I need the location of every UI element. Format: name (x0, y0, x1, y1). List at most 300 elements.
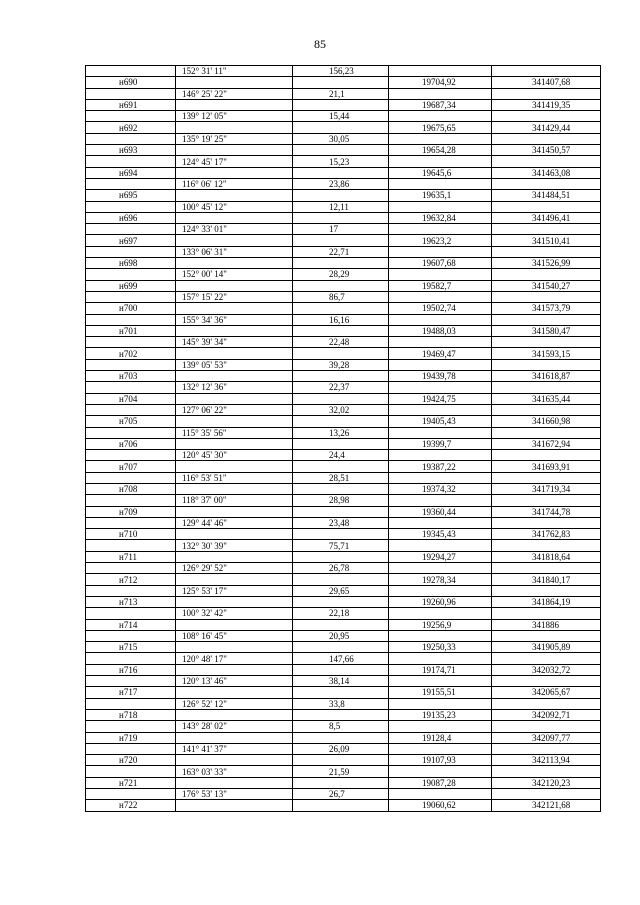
distance-cell-empty (293, 348, 389, 359)
angle-cell-empty (176, 167, 293, 178)
angle-cell-empty (176, 755, 293, 766)
angle-cell-empty (176, 348, 293, 359)
segment-row (86, 246, 601, 257)
angle-cell: 118° 37' 00" (176, 495, 293, 506)
y-cell-empty (492, 88, 601, 99)
angle-cell: 145° 39' 34" (176, 337, 293, 348)
point-cell-empty (86, 540, 176, 551)
point-row (86, 483, 601, 494)
x-cell-empty (389, 156, 492, 167)
y-cell-empty (492, 427, 601, 438)
x-cell-empty (389, 291, 492, 302)
y-coordinate-cell: 342113,94 (492, 755, 601, 766)
x-coordinate-cell: 19645,6 (389, 167, 492, 178)
point-row (86, 348, 601, 359)
point-name-cell: н705 (86, 416, 176, 427)
y-cell-empty (492, 676, 601, 687)
angle-cell-empty (176, 280, 293, 291)
point-cell-empty (86, 382, 176, 393)
y-cell-empty (492, 269, 601, 280)
distance-cell: 28,29 (293, 269, 389, 280)
y-coordinate-cell: 341905,89 (492, 642, 601, 653)
angle-cell: 115° 35' 56" (176, 427, 293, 438)
y-cell-empty (492, 178, 601, 189)
point-name-cell: н716 (86, 664, 176, 675)
y-coordinate-cell: 341510,41 (492, 235, 601, 246)
segment-row (86, 404, 601, 415)
y-cell-empty (492, 766, 601, 777)
distance-cell-empty (293, 574, 389, 585)
distance-cell-empty (293, 732, 389, 743)
point-name-cell: н721 (86, 777, 176, 788)
point-cell-empty (86, 246, 176, 257)
angle-cell-empty (176, 77, 293, 88)
segment-row (86, 427, 601, 438)
segment-row (86, 88, 601, 99)
point-cell-empty (86, 766, 176, 777)
angle-cell-empty (176, 642, 293, 653)
point-name-cell: н709 (86, 506, 176, 517)
point-cell-empty (86, 337, 176, 348)
angle-cell: 129° 44' 46" (176, 517, 293, 528)
point-cell-empty (86, 789, 176, 800)
distance-cell: 38,14 (293, 676, 389, 687)
angle-cell-empty (176, 800, 293, 811)
point-cell-empty (86, 743, 176, 754)
point-name-cell: н692 (86, 122, 176, 133)
point-cell-empty (86, 585, 176, 596)
point-cell-empty (86, 178, 176, 189)
point-name-cell: н720 (86, 755, 176, 766)
angle-cell: 139° 12' 05" (176, 111, 293, 122)
angle-cell: 100° 32' 42" (176, 608, 293, 619)
angle-cell-empty (176, 325, 293, 336)
point-row (86, 416, 601, 427)
y-cell-empty (492, 450, 601, 461)
x-cell-empty (389, 224, 492, 235)
point-cell-empty (86, 630, 176, 641)
y-coordinate-cell: 341618,87 (492, 371, 601, 382)
point-name-cell: н696 (86, 212, 176, 223)
segment-row (86, 133, 601, 144)
distance-cell-empty (293, 99, 389, 110)
angle-cell-empty (176, 235, 293, 246)
x-cell-empty (389, 789, 492, 800)
x-cell-empty (389, 88, 492, 99)
angle-cell: 135° 19' 25" (176, 133, 293, 144)
distance-cell-empty (293, 664, 389, 675)
point-row (86, 235, 601, 246)
x-cell-empty (389, 269, 492, 280)
distance-cell-empty (293, 483, 389, 494)
segment-row (86, 563, 601, 574)
y-cell-empty (492, 585, 601, 596)
point-cell-empty (86, 314, 176, 325)
distance-cell: 17 (293, 224, 389, 235)
angle-cell: 155° 34' 36" (176, 314, 293, 325)
y-coordinate-cell: 341463,08 (492, 167, 601, 178)
x-cell-empty (389, 563, 492, 574)
distance-cell: 15,44 (293, 111, 389, 122)
x-coordinate-cell: 19278,34 (389, 574, 492, 585)
x-coordinate-cell: 19060,62 (389, 800, 492, 811)
segment-row (86, 766, 601, 777)
angle-cell-empty (176, 506, 293, 517)
angle-cell-empty (176, 687, 293, 698)
distance-cell-empty (293, 709, 389, 720)
segment-row (86, 608, 601, 619)
x-coordinate-cell: 19256,9 (389, 619, 492, 630)
x-cell-empty (389, 630, 492, 641)
x-cell-empty (389, 246, 492, 257)
point-name-cell: н715 (86, 642, 176, 653)
distance-cell-empty (293, 303, 389, 314)
angle-cell: 157° 15' 22" (176, 291, 293, 302)
y-cell-empty (492, 133, 601, 144)
distance-cell: 86,7 (293, 291, 389, 302)
segment-row (86, 269, 601, 280)
point-row (86, 800, 601, 811)
angle-cell-empty (176, 551, 293, 562)
distance-cell-empty (293, 619, 389, 630)
y-cell-empty (492, 246, 601, 257)
x-cell-empty (389, 540, 492, 551)
angle-cell: 126° 29' 52" (176, 563, 293, 574)
x-coordinate-cell: 19704,92 (389, 77, 492, 88)
y-coordinate-cell: 341672,94 (492, 438, 601, 449)
segment-row (86, 676, 601, 687)
distance-cell-empty (293, 235, 389, 246)
y-cell-empty (492, 563, 601, 574)
y-coordinate-cell: 342120,23 (492, 777, 601, 788)
distance-cell-empty (293, 258, 389, 269)
y-cell-empty (492, 743, 601, 754)
point-cell-empty (86, 66, 176, 77)
y-cell-empty (492, 472, 601, 483)
x-coordinate-cell: 19632,84 (389, 212, 492, 223)
y-coordinate-cell: 341635,44 (492, 393, 601, 404)
segment-row (86, 743, 601, 754)
point-name-cell: н710 (86, 529, 176, 540)
distance-cell-empty (293, 212, 389, 223)
distance-cell: 75,71 (293, 540, 389, 551)
segment-row (86, 314, 601, 325)
distance-cell: 28,51 (293, 472, 389, 483)
angle-cell: 139° 05' 53" (176, 359, 293, 370)
angle-cell-empty (176, 574, 293, 585)
distance-cell: 12,11 (293, 201, 389, 212)
point-row (86, 664, 601, 675)
angle-cell: 146° 25' 22" (176, 88, 293, 99)
point-cell-empty (86, 450, 176, 461)
angle-cell-empty (176, 258, 293, 269)
x-coordinate-cell: 19502,74 (389, 303, 492, 314)
distance-cell-empty (293, 461, 389, 472)
segment-row (86, 111, 601, 122)
point-row (86, 99, 601, 110)
point-name-cell: н697 (86, 235, 176, 246)
point-cell-empty (86, 495, 176, 506)
y-coordinate-cell: 341429,44 (492, 122, 601, 133)
x-coordinate-cell: 19687,34 (389, 99, 492, 110)
angle-cell: 124° 45' 17" (176, 156, 293, 167)
point-cell-empty (86, 111, 176, 122)
angle-cell: 116° 06' 12" (176, 178, 293, 189)
point-name-cell: н700 (86, 303, 176, 314)
x-coordinate-cell: 19128,4 (389, 732, 492, 743)
y-cell-empty (492, 653, 601, 664)
y-coordinate-cell: 341593,15 (492, 348, 601, 359)
angle-cell: 152° 31' 11" (176, 66, 293, 77)
point-name-cell: н706 (86, 438, 176, 449)
distance-cell-empty (293, 529, 389, 540)
distance-cell-empty (293, 325, 389, 336)
point-name-cell: н711 (86, 551, 176, 562)
segment-row (86, 178, 601, 189)
point-cell-empty (86, 156, 176, 167)
x-coordinate-cell: 19107,93 (389, 755, 492, 766)
angle-cell-empty (176, 619, 293, 630)
y-coordinate-cell: 341886 (492, 619, 601, 630)
angle-cell: 143° 28' 02" (176, 721, 293, 732)
angle-cell-empty (176, 461, 293, 472)
y-coordinate-cell: 341719,34 (492, 483, 601, 494)
segment-row (86, 201, 601, 212)
point-row (86, 596, 601, 607)
point-row (86, 325, 601, 336)
x-cell-empty (389, 698, 492, 709)
distance-cell-empty (293, 687, 389, 698)
distance-cell: 156,23 (293, 66, 389, 77)
segment-row (86, 495, 601, 506)
point-row (86, 642, 601, 653)
angle-cell: 141° 41' 37" (176, 743, 293, 754)
point-row (86, 551, 601, 562)
distance-cell: 22,48 (293, 337, 389, 348)
distance-cell: 33,8 (293, 698, 389, 709)
x-cell-empty (389, 111, 492, 122)
point-cell-empty (86, 608, 176, 619)
x-cell-empty (389, 382, 492, 393)
coordinates-table (85, 65, 601, 812)
point-name-cell: н719 (86, 732, 176, 743)
x-coordinate-cell: 19250,33 (389, 642, 492, 653)
point-row (86, 167, 601, 178)
distance-cell-empty (293, 393, 389, 404)
distance-cell: 29,65 (293, 585, 389, 596)
x-coordinate-cell: 19654,28 (389, 145, 492, 156)
angle-cell-empty (176, 122, 293, 133)
y-coordinate-cell: 341419,35 (492, 99, 601, 110)
x-coordinate-cell: 19399,7 (389, 438, 492, 449)
page-number: 85 (314, 37, 326, 51)
angle-cell-empty (176, 303, 293, 314)
angle-cell: 120° 13' 46" (176, 676, 293, 687)
y-coordinate-cell: 342032,72 (492, 664, 601, 675)
x-coordinate-cell: 19294,27 (389, 551, 492, 562)
angle-cell: 100° 45' 12" (176, 201, 293, 212)
distance-cell: 8,5 (293, 721, 389, 732)
angle-cell-empty (176, 732, 293, 743)
point-cell-empty (86, 427, 176, 438)
angle-cell: 120° 45' 30" (176, 450, 293, 461)
point-cell-empty (86, 404, 176, 415)
y-coordinate-cell: 341744,78 (492, 506, 601, 517)
segment-row (86, 66, 601, 77)
y-coordinate-cell: 341496,41 (492, 212, 601, 223)
distance-cell-empty (293, 777, 389, 788)
point-name-cell: н712 (86, 574, 176, 585)
point-cell-empty (86, 676, 176, 687)
point-row (86, 190, 601, 201)
x-cell-empty (389, 743, 492, 754)
x-cell-empty (389, 495, 492, 506)
y-cell-empty (492, 291, 601, 302)
y-coordinate-cell: 342121,68 (492, 800, 601, 811)
point-name-cell: н701 (86, 325, 176, 336)
y-coordinate-cell: 341660,98 (492, 416, 601, 427)
angle-cell: 108° 16' 45" (176, 630, 293, 641)
y-cell-empty (492, 156, 601, 167)
distance-cell: 26,78 (293, 563, 389, 574)
distance-cell: 21,1 (293, 88, 389, 99)
angle-cell: 120° 48' 17" (176, 653, 293, 664)
segment-row (86, 721, 601, 732)
point-row (86, 371, 601, 382)
x-cell-empty (389, 404, 492, 415)
point-row (86, 777, 601, 788)
distance-cell-empty (293, 416, 389, 427)
point-row (86, 619, 601, 630)
y-cell-empty (492, 382, 601, 393)
x-cell-empty (389, 359, 492, 370)
y-coordinate-cell: 341762,83 (492, 529, 601, 540)
angle-cell-empty (176, 709, 293, 720)
point-cell-empty (86, 359, 176, 370)
segment-row (86, 517, 601, 528)
segment-row (86, 585, 601, 596)
y-coordinate-cell: 341484,51 (492, 190, 601, 201)
point-row (86, 438, 601, 449)
x-cell-empty (389, 314, 492, 325)
x-cell-empty (389, 676, 492, 687)
point-row (86, 77, 601, 88)
point-cell-empty (86, 133, 176, 144)
y-cell-empty (492, 630, 601, 641)
segment-row (86, 382, 601, 393)
segment-row (86, 789, 601, 800)
distance-cell: 28,98 (293, 495, 389, 506)
point-name-cell: н703 (86, 371, 176, 382)
coordinates-table-body (86, 66, 601, 812)
angle-cell-empty (176, 416, 293, 427)
segment-row (86, 156, 601, 167)
x-cell-empty (389, 766, 492, 777)
distance-cell-empty (293, 280, 389, 291)
point-row (86, 461, 601, 472)
y-cell-empty (492, 608, 601, 619)
x-coordinate-cell: 19135,23 (389, 709, 492, 720)
segment-row (86, 224, 601, 235)
segment-row (86, 359, 601, 370)
angle-cell: 152° 00' 14" (176, 269, 293, 280)
distance-cell: 26,7 (293, 789, 389, 800)
y-cell-empty (492, 201, 601, 212)
point-name-cell: н713 (86, 596, 176, 607)
point-cell-empty (86, 224, 176, 235)
point-name-cell: н699 (86, 280, 176, 291)
distance-cell-empty (293, 755, 389, 766)
point-cell-empty (86, 269, 176, 280)
point-name-cell: н708 (86, 483, 176, 494)
segment-row (86, 450, 601, 461)
y-coordinate-cell: 342065,67 (492, 687, 601, 698)
distance-cell: 22,71 (293, 246, 389, 257)
y-cell-empty (492, 404, 601, 415)
point-row (86, 732, 601, 743)
y-coordinate-cell: 342097,77 (492, 732, 601, 743)
distance-cell: 26,09 (293, 743, 389, 754)
x-coordinate-cell: 19469,47 (389, 348, 492, 359)
segment-row (86, 540, 601, 551)
point-name-cell: н691 (86, 99, 176, 110)
point-row (86, 303, 601, 314)
distance-cell-empty (293, 642, 389, 653)
y-coordinate-cell: 341818,64 (492, 551, 601, 562)
distance-cell-empty (293, 167, 389, 178)
segment-row (86, 291, 601, 302)
distance-cell-empty (293, 438, 389, 449)
x-coordinate-cell: 19087,28 (389, 777, 492, 788)
point-row (86, 280, 601, 291)
distance-cell-empty (293, 506, 389, 517)
x-coordinate-cell: 19405,43 (389, 416, 492, 427)
x-coordinate-cell: 19488,03 (389, 325, 492, 336)
angle-cell: 116° 53' 51" (176, 472, 293, 483)
distance-cell: 20,95 (293, 630, 389, 641)
distance-cell-empty (293, 122, 389, 133)
distance-cell: 13,26 (293, 427, 389, 438)
point-row (86, 574, 601, 585)
segment-row (86, 653, 601, 664)
segment-row (86, 337, 601, 348)
angle-cell-empty (176, 145, 293, 156)
x-coordinate-cell: 19360,44 (389, 506, 492, 517)
angle-cell: 132° 30' 39" (176, 540, 293, 551)
point-row (86, 122, 601, 133)
y-cell-empty (492, 789, 601, 800)
y-cell-empty (492, 314, 601, 325)
point-row (86, 687, 601, 698)
point-name-cell: н694 (86, 167, 176, 178)
distance-cell-empty (293, 596, 389, 607)
x-cell-empty (389, 178, 492, 189)
y-cell-empty (492, 359, 601, 370)
point-cell-empty (86, 201, 176, 212)
angle-cell-empty (176, 212, 293, 223)
point-cell-empty (86, 563, 176, 574)
y-cell-empty (492, 495, 601, 506)
x-cell-empty (389, 721, 492, 732)
angle-cell-empty (176, 371, 293, 382)
x-coordinate-cell: 19260,96 (389, 596, 492, 607)
point-name-cell: н698 (86, 258, 176, 269)
distance-cell: 23,86 (293, 178, 389, 189)
point-name-cell: н702 (86, 348, 176, 359)
point-cell-empty (86, 517, 176, 528)
point-row (86, 212, 601, 223)
x-coordinate-cell: 19155,51 (389, 687, 492, 698)
